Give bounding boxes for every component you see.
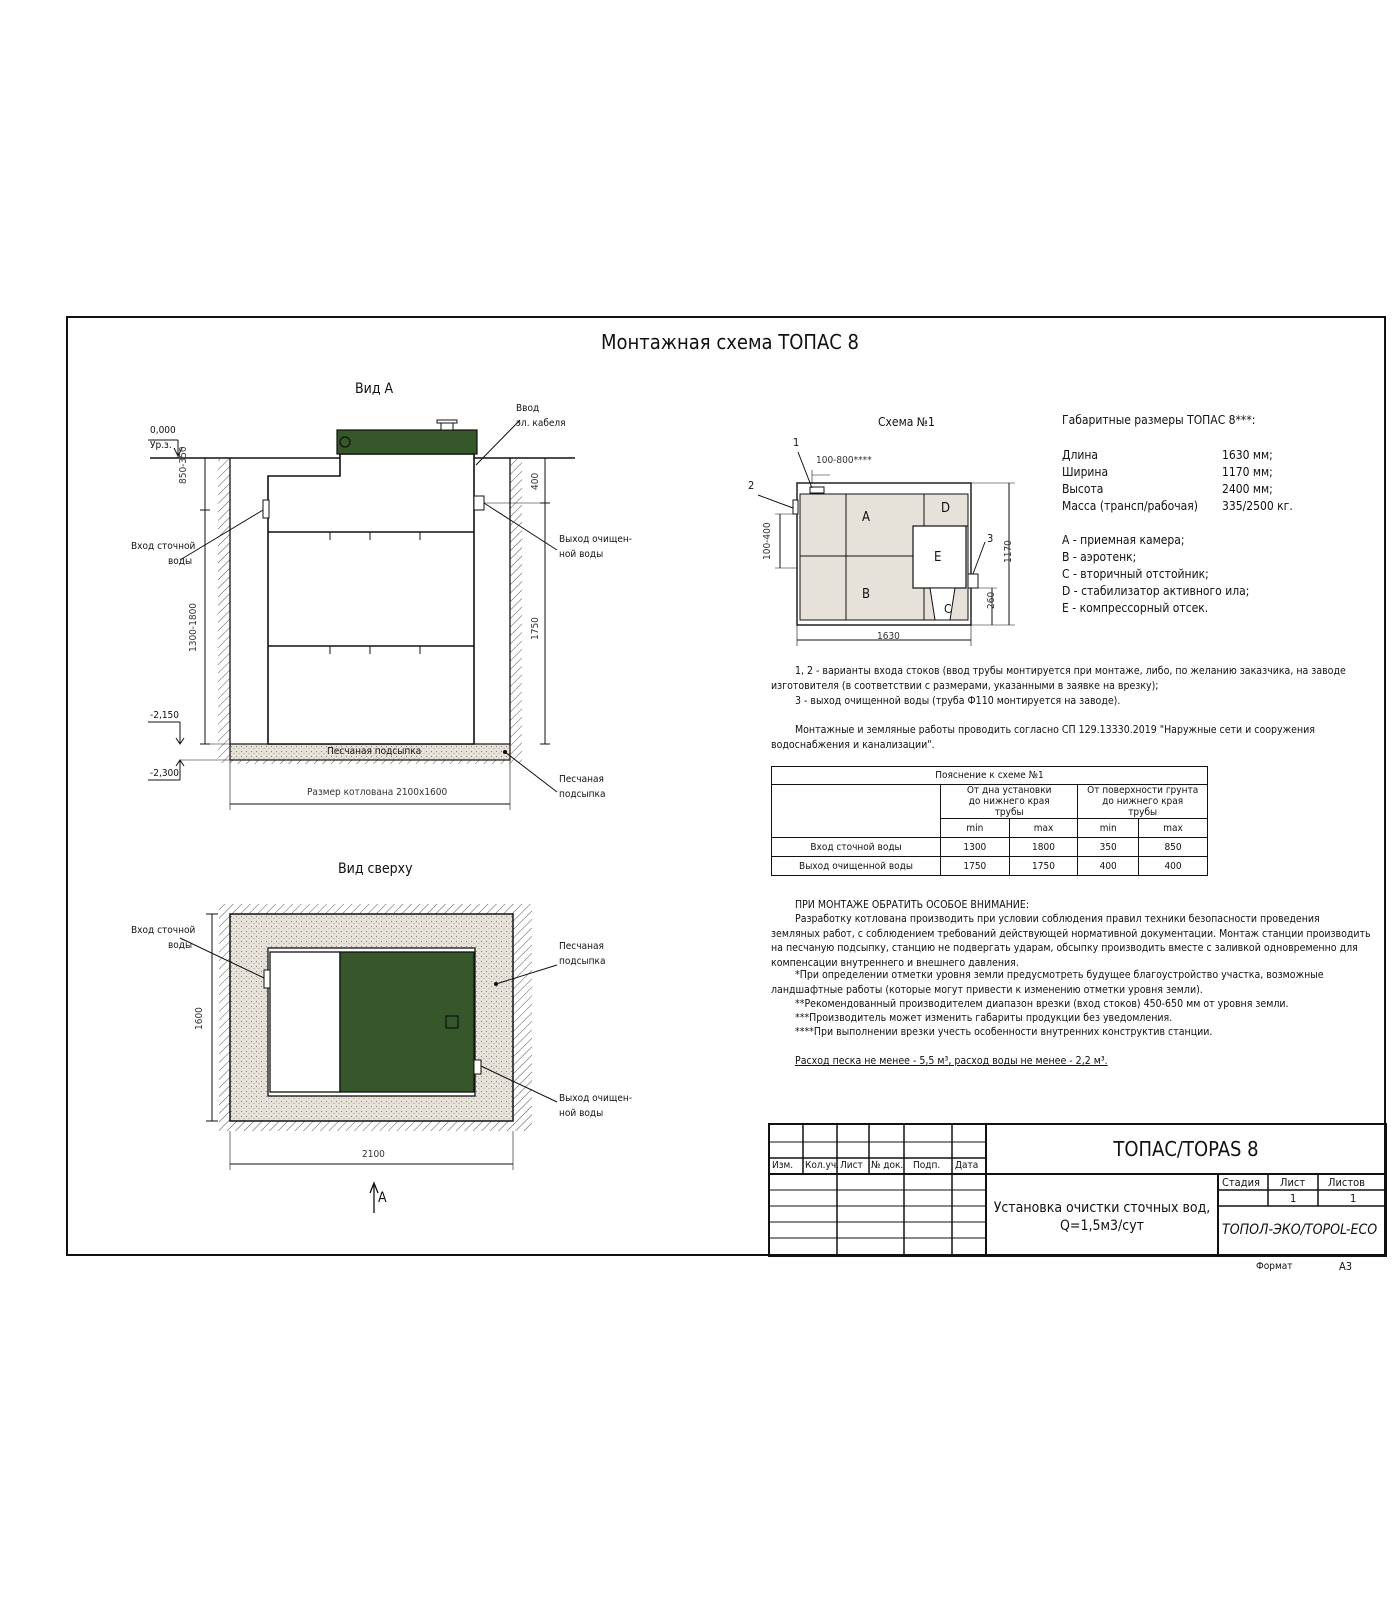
spec-label-height: Высота [1062,482,1104,496]
description-2: Q=1,5м3/сут [1060,1218,1144,1234]
pit-size-label: Размер котлована 2100х1600 [307,787,448,798]
scheme1-title: Схема №1 [878,415,935,429]
top-inlet-label-2: воды [168,940,193,951]
spec-label-mass: Масса (трансп/рабочая) [1062,499,1198,513]
table-max-1: max [1009,819,1078,838]
col-doc: № док. [871,1160,904,1171]
view-arrow-label: А [378,1190,387,1206]
row-cell: 850 [1139,838,1208,857]
stage-label: Стадия [1222,1176,1260,1189]
top-outlet-label-1: Выход очищен- [559,1093,632,1104]
top-outlet-label-2: ной воды [559,1108,604,1119]
spec-label-width: Ширина [1062,465,1109,479]
dim-1750: 1750 [530,617,541,640]
note-inlets: 1, 2 - варианты входа стоков (ввод трубы монтируется при монтаже, либо, по желанию заказчика, на заводе изготовителя (в соответствии с размерами, указанными в заявке на врезку); [771,665,1346,692]
row-name: Вход сточной воды [772,838,941,857]
dim-850-350: 850-350 [178,446,189,484]
mark-1: 1 [793,436,800,449]
top-inlet-label-1: Вход сточной [131,925,196,936]
col-list: Лист [840,1160,863,1171]
cable-inlet-label-2: эл. кабеля [516,418,566,429]
inlet-label-1: Вход сточной [131,541,196,552]
row-cell: 1300 [941,838,1010,857]
outlet-label-1: Выход очищен- [559,534,632,545]
col-kol: Кол.уч. [805,1160,839,1171]
format-value: А3 [1339,1260,1353,1273]
chamber-d-label: D [941,501,951,516]
sheets-value: 1 [1350,1192,1357,1205]
note-outlet: 3 - выход очищенной воды (труба Ф110 монтируется на заводе). [795,695,1121,707]
sheet-label: Лист [1280,1176,1306,1189]
format-label: Формат [1256,1261,1293,1272]
footnote-4: ****При выполнении врезки учесть особенности внутренних конструктив станции. [795,1026,1213,1038]
outlet-label-2: ной воды [559,549,604,560]
attention-heading: ПРИ МОНТАЖЕ ОБРАТИТЬ ОСОБОЕ ВНИМАНИЕ: [795,899,1030,911]
mark-3: 3 [987,532,994,545]
legend-d: D - стабилизатор активного ила; [1062,584,1250,598]
cable-inlet-label-1: Ввод [516,403,540,414]
view-a-title: Вид А [355,381,394,397]
description-1: Установка очистки сточных вод, [993,1200,1211,1216]
row-cell: 400 [1139,857,1208,876]
level-2150: -2,150 [150,710,179,721]
sand-label-1: Песчаная [559,774,604,785]
footnote-3: ***Производитель может изменить габариты продукции без уведомления. [795,1012,1173,1024]
dim-1630: 1630 [877,631,900,642]
footnote-1: *При определении отметки уровня земли предусмотреть будущее благоустройство участка, возможные ландшафтные работы (которые могут привести к изменению отметки уровня земли). [771,969,1324,996]
note-standards: Монтажные и земляные работы проводить согласно СП 129.13330.2019 "Наружные сети и сооружения водоснабжения и канализации". [771,724,1315,751]
company-name: ТОПОЛ-ЭКО/TOPOL-ECO [1222,1222,1378,1238]
chamber-e-label: E [934,550,942,565]
table-group-2: От поверхности грунта до нижнего края трубы [1078,785,1208,819]
legend-b: B - аэротенк; [1062,550,1137,564]
dim-400: 400 [530,472,541,490]
chamber-b-label: B [862,587,871,602]
level-label: Ур.з. [150,440,172,451]
dim-2100: 2100 [362,1149,385,1160]
row-cell: 1800 [1009,838,1078,857]
col-izm: Изм. [772,1160,794,1171]
table-min-1: min [941,819,1010,838]
dim-1300-1800: 1300-1800 [188,602,199,652]
top-sand-label-2: подсыпка [559,956,606,967]
specs-heading: Габаритные размеры ТОПАС 8***: [1062,413,1256,427]
table-min-2: min [1078,819,1139,838]
col-date: Дата [955,1160,979,1171]
sand-inside-label: Песчаная подсыпка [327,746,422,757]
col-podp: Подп. [913,1160,941,1171]
sheets-label: Листов [1328,1176,1365,1189]
attention-body: Разработку котлована производить при условии соблюдения правил техники безопасности проведения земляных работ, с соблюдением требований действующей нормативной документации. Монтаж станции производить на песчаную подсыпку, станцию не подвергать ударам, обсыпку производить вместе с заливкой одновременно для компенсации внутреннего и внешнего давления. [771,913,1371,969]
sheet-value: 1 [1290,1192,1297,1205]
top-sand-label-1: Песчаная [559,941,604,952]
table-title: Пояснение к схеме №1 [772,767,1208,785]
table-max-2: max [1139,819,1208,838]
legend-a: A - приемная камера; [1062,533,1185,547]
dim-1600: 1600 [194,1007,205,1030]
dim-100-800: 100-800**** [816,455,872,466]
view-top-title: Вид сверху [338,861,413,877]
row-name: Выход очищенной воды [772,857,941,876]
legend-e: E - компрессорный отсек. [1062,601,1209,615]
sand-consumption: Расход песка не менее - 5,5 м³, расход воды не менее - 2,2 м³. [795,1055,1108,1067]
dim-260: 260 [986,591,997,609]
dim-100-400: 100-400 [762,522,773,560]
inlet-label-2: воды [168,556,193,567]
chamber-c-label: C [944,602,952,616]
mark-2: 2 [748,479,755,492]
level-zero: 0,000 [150,425,176,436]
table-group-1: От дна установки до нижнего края трубы [941,785,1078,819]
chamber-a-label: A [862,510,870,525]
row-cell: 1750 [941,857,1010,876]
product-name: ТОПАС/TOPAS 8 [1113,1137,1259,1161]
legend-c: C - вторичный отстойник; [1062,567,1209,581]
spec-value-length: 1630 мм; [1222,448,1273,462]
sand-label-2: подсыпка [559,789,606,800]
page-title: Монтажная схема ТОПАС 8 [601,330,859,354]
spec-value-width: 1170 мм; [1222,465,1273,479]
spec-value-mass: 335/2500 кг. [1222,499,1293,513]
spec-label-length: Длина [1062,448,1099,462]
footnote-2: **Рекомендованный производителем диапазон врезки (вход стоков) 450-650 мм от уровня земли. [795,998,1289,1010]
dim-1170: 1170 [1003,540,1014,563]
level-2300: -2,300 [150,768,179,779]
row-cell: 350 [1078,838,1139,857]
row-cell: 1750 [1009,857,1078,876]
row-cell: 400 [1078,857,1139,876]
spec-value-height: 2400 мм; [1222,482,1273,496]
